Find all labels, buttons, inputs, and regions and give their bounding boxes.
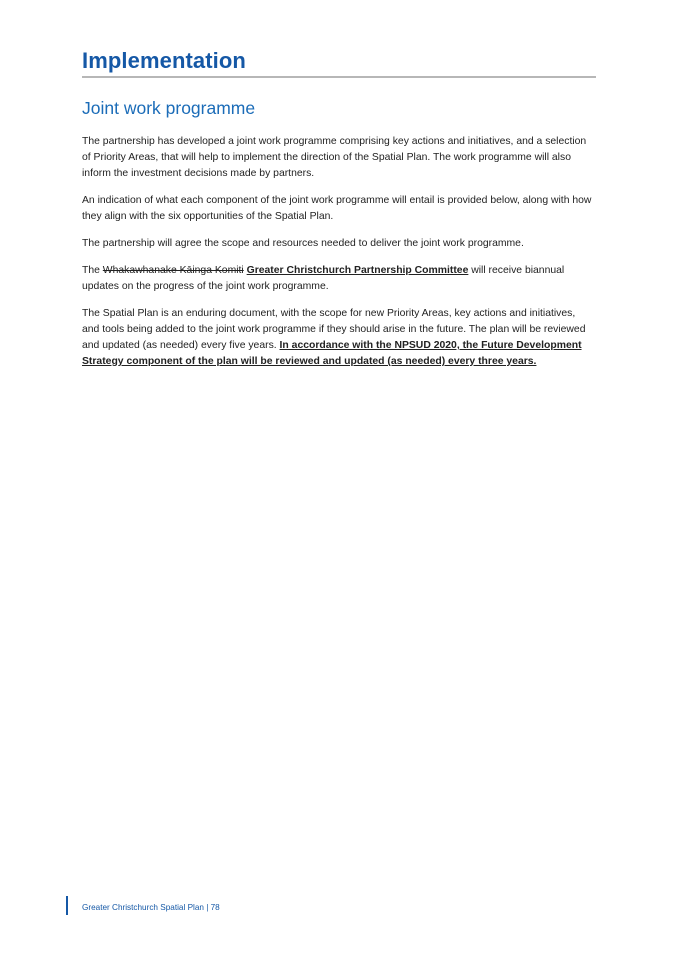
- paragraph-3: The partnership will agree the scope and resources needed to deliver the joint work programme.: [82, 238, 524, 249]
- footer-accent-bar: [66, 896, 68, 915]
- paragraph-5-text: The Spatial Plan is an enduring document, with the scope for new Priority Areas, key actions and initiatives, and tools being added to the joint work programme if they should arise in the future. The plan will be reviewed and updated (as needed) every five years.: [82, 308, 586, 351]
- paragraph-1: The partnership has developed a joint work programme comprising key actions and initiatives, and a selection of Priority Areas, that will help to implement the direction of the Spatial Plan. The work programme will also inform the investment decisions made by partners.: [82, 136, 587, 179]
- paragraph-4: [82, 263, 594, 295]
- body-text: [82, 134, 594, 381]
- paragraph-2: An indication of what each component of the joint work programme will entail is provided below, along with how they align with the six opportunities of the Spatial Plan.: [82, 195, 592, 222]
- paragraph-4-rest: will receive biannual updates on the progress of the joint work programme.: [82, 265, 565, 292]
- title-divider: [82, 76, 596, 78]
- paragraph-4-lead: The: [82, 265, 103, 276]
- deleted-text: Whakawhanake Kāinga Komiti: [102, 265, 244, 276]
- inserted-text: Greater Christchurch Partnership Committee: [246, 265, 469, 276]
- paragraph-5: [82, 306, 594, 370]
- inserted-text: In accordance with the NPSUD 2020, the Future Development Strategy component of the plan will be reviewed and updated (as needed) every three years.: [82, 340, 582, 367]
- section-heading: Joint work programme: [82, 98, 256, 118]
- page-footer: Greater Christchurch Spatial Plan | 78: [82, 903, 220, 912]
- page-title: Implementation: [82, 48, 246, 73]
